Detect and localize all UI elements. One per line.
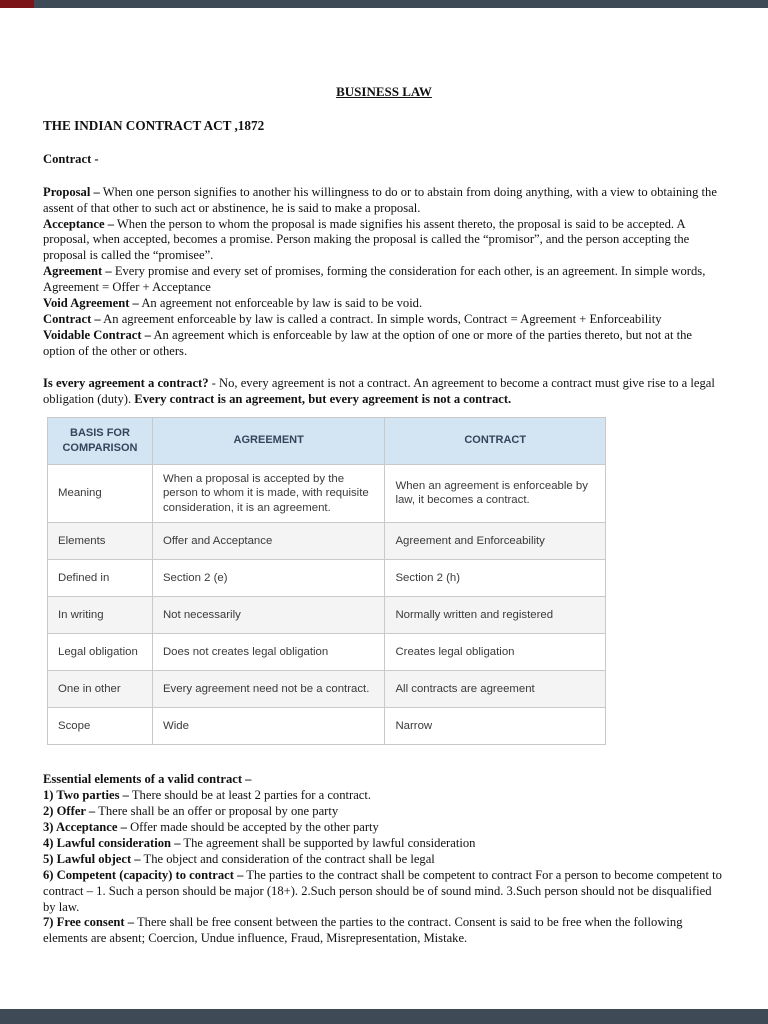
- table-cell: Every agreement need not be a contract.: [152, 671, 384, 708]
- table-header-basis: BASIS FOR COMPARISON: [48, 417, 153, 464]
- essentials-text: The parties to the contract shall be competent to contract For a person to become competent to contract – 1. Such a person should be major (18+). 2.Such person should be of sound mind. 3.Such person should not be disqualified by law.: [43, 867, 722, 914]
- definitions-block: [43, 185, 725, 360]
- table-row: [48, 560, 606, 597]
- essentials-text: There shall be an offer or proposal by one party: [95, 804, 339, 819]
- table-header-row: [48, 417, 606, 464]
- table-row: [48, 523, 606, 560]
- definition-term: Acceptance –: [43, 216, 114, 231]
- table-cell: Offer and Acceptance: [152, 523, 384, 560]
- essentials-list: [43, 788, 725, 947]
- definition-text: When one person signifies to another his willingness to do or to abstain from doing anything, with a view to obtaining the assent of that other to such act or abstinence, he is said to make a proposal.: [43, 184, 717, 215]
- essentials-term: 1) Two parties –: [43, 788, 129, 803]
- definition-text: When the person to whom the proposal is made signifies his assent thereto, the proposal is said to be accepted. A proposal, when accepted, becomes a promise. Person making the proposal is called the “promisor”, and the person accepting the proposal is called the “promisee”.: [43, 216, 690, 263]
- table-cell: Agreement and Enforceability: [385, 523, 606, 560]
- table-row: [48, 464, 606, 523]
- essentials-term: 5) Lawful object –: [43, 851, 141, 866]
- contract-label: Contract -: [43, 151, 99, 166]
- table-cell: Defined in: [48, 560, 153, 597]
- essentials-term: 6) Competent (capacity) to contract –: [43, 867, 244, 882]
- essentials-text: Offer made should be accepted by the other party: [126, 820, 379, 834]
- essentials-item: [43, 868, 725, 916]
- essentials-text: There should be at least 2 parties for a contract.: [128, 788, 372, 803]
- essentials-term: 3) Acceptance –: [43, 820, 127, 834]
- table-cell: Normally written and registered: [385, 597, 606, 634]
- essentials-item: [43, 915, 725, 947]
- table-cell: Wide: [152, 708, 384, 745]
- definition-term: Agreement –: [43, 264, 112, 279]
- page-title: BUSINESS LAW: [336, 84, 432, 99]
- table-row: [48, 708, 606, 745]
- essentials-item: [43, 804, 725, 820]
- essentials-term: 4) Lawful consideration –: [43, 835, 181, 850]
- table-cell: One in other: [48, 671, 153, 708]
- essentials-item: [43, 836, 725, 852]
- bottom-bar: [0, 1009, 768, 1024]
- definition-term: Void Agreement –: [43, 296, 139, 311]
- essentials-item: [43, 788, 725, 804]
- table-cell: Legal obligation: [48, 634, 153, 671]
- table-row: [48, 597, 606, 634]
- table-cell: Does not creates legal obligation: [152, 634, 384, 671]
- definition-text: An agreement not enforceable by law is said to be void.: [138, 296, 423, 311]
- question-tail: Every contract is an agreement, but every agreement is not a contract.: [134, 391, 512, 406]
- table-header-contract: CONTRACT: [385, 417, 606, 464]
- essentials-text: There shall be free consent between the parties to the contract. Consent is said to be free when the following elements are absent; Coercion, Undue influence, Fraud, Misrepresentation, Mistake.: [43, 915, 683, 946]
- definition-text: Every promise and every set of promises, forming the consideration for each other, is an agreement. In simple words, Agreement = Offer + Acceptance: [43, 264, 706, 295]
- definition-term: Contract –: [43, 311, 101, 326]
- essentials-item: [43, 852, 725, 868]
- table-cell: When an agreement is enforceable by law, it becomes a contract.: [385, 464, 606, 523]
- essentials-term: 7) Free consent –: [43, 915, 135, 930]
- top-bar-accent: [0, 0, 34, 8]
- definition-contract: [43, 312, 725, 328]
- question-lead: Is every agreement a contract?: [43, 375, 209, 390]
- essentials-term: 2) Offer –: [43, 804, 96, 819]
- table-cell: Elements: [48, 523, 153, 560]
- question-text: - No, every agreement is not a contract. An agreement to become a contract must give rise to a legal obligation (duty).: [43, 375, 715, 406]
- definition-term: Voidable Contract –: [43, 327, 151, 342]
- definition-text: An agreement which is enforceable by law at the option of one or more of the parties thereto, but not at the option of the other or others.: [43, 327, 692, 358]
- definition-voidable-contract: [43, 328, 725, 360]
- essentials-item: [43, 820, 725, 836]
- table-header-agreement: AGREEMENT: [152, 417, 384, 464]
- definition-text: An agreement enforceable by law is called a contract. In simple words, Contract = Agreement + Enforceability: [100, 311, 662, 326]
- essentials-text: The agreement shall be supported by lawful consideration: [180, 835, 476, 850]
- table-cell: Not necessarily: [152, 597, 384, 634]
- top-bar: [0, 0, 768, 8]
- table-row: [48, 634, 606, 671]
- question-paragraph: [43, 376, 725, 408]
- table-cell: When a proposal is accepted by the person to whom it is made, with requisite consideration, it is an agreement.: [152, 464, 384, 523]
- table-cell: Creates legal obligation: [385, 634, 606, 671]
- definition-term: Proposal –: [43, 184, 100, 199]
- comparison-table: [47, 417, 606, 746]
- definition-proposal: [43, 185, 725, 217]
- table-cell: Section 2 (h): [385, 560, 606, 597]
- table-cell: Section 2 (e): [152, 560, 384, 597]
- table-cell: In writing: [48, 597, 153, 634]
- essentials-heading: Essential elements of a valid contract –: [43, 772, 252, 787]
- table-row: [48, 671, 606, 708]
- essentials-text: The object and consideration of the contract shall be legal: [140, 851, 435, 866]
- definition-acceptance: [43, 217, 725, 265]
- table-cell: Meaning: [48, 464, 153, 523]
- definition-void-agreement: [43, 296, 725, 312]
- table-cell: Narrow: [385, 708, 606, 745]
- definition-agreement: [43, 264, 725, 296]
- act-heading: THE INDIAN CONTRACT ACT ,1872: [43, 117, 265, 133]
- table-cell: All contracts are agreement: [385, 671, 606, 708]
- table-cell: Scope: [48, 708, 153, 745]
